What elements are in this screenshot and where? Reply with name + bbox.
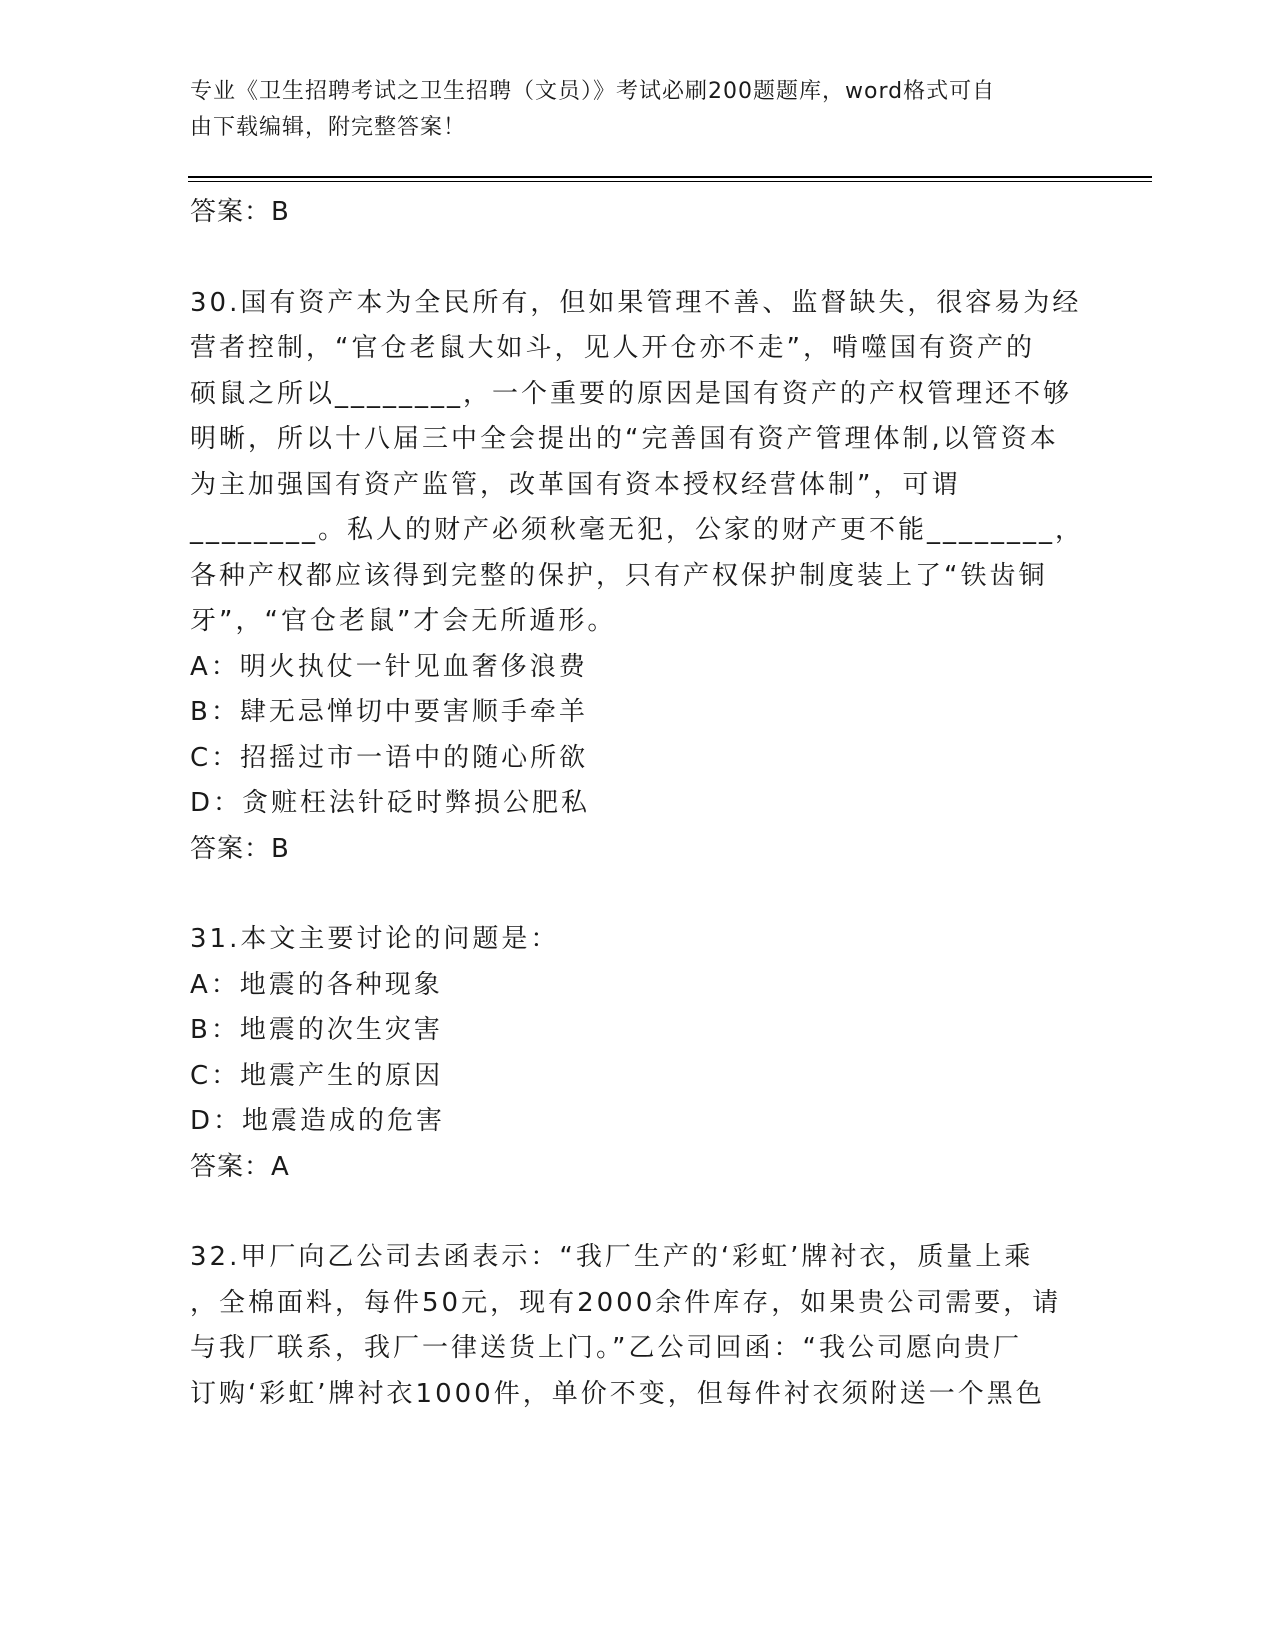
document-header — [190, 74, 1070, 146]
option-a: A：明火执仗一针见血奢侈浪费 — [190, 651, 588, 682]
header-line-2: 由下载编辑，附完整答案！ — [190, 115, 467, 140]
header-rule-thin — [188, 181, 1152, 182]
answer-line: 答案：A — [190, 1151, 290, 1182]
question-text-line: 30.国有资产本为全民所有，但如果管理不善、监督缺失，很容易为经 — [190, 287, 1082, 318]
question-text-line: 明晰，所以十八届三中全会提出的“完善国有资产管理体制,以管资本 — [190, 424, 1059, 454]
question-text-line: 硕鼠之所以________，一个重要的原因是国有资产的产权管理还不够 — [190, 378, 1073, 409]
question-text-line: 牙”，“官仓老鼠”才会无所遁形。 — [190, 606, 617, 636]
option-d: D：贪赃枉法针砭时弊损公肥私 — [190, 788, 591, 818]
question-text-line: 31.本文主要讨论的问题是： — [190, 924, 560, 954]
question-30 — [190, 281, 1090, 873]
question-31 — [190, 917, 1090, 1190]
question-text-line: 为主加强国有资产监管，改革国有资本授权经营体制”，可谓 — [190, 469, 961, 500]
question-text-line: 32.甲厂向乙公司去函表示：“我厂生产的‘彩虹’牌衬衣，质量上乘 — [190, 1242, 1034, 1272]
question-text-line: 订购‘彩虹’牌衬衣1000件，单价不变，但每件衬衣须附送一个黑色 — [190, 1378, 1045, 1409]
header-line-1: 专业《卫生招聘考试之卫生招聘（文员）》考试必刷200题题库，word格式可自 — [190, 79, 996, 104]
document-body — [190, 190, 1090, 1417]
spacer — [190, 872, 1090, 917]
question-text-line: 各种产权都应该得到完整的保护，只有产权保护制度装上了“铁齿铜 — [190, 560, 1048, 591]
question-text-line: ________。私人的财产必须秋毫无犯，公家的财产更不能________， — [190, 515, 1085, 545]
option-c: C：地震产生的原因 — [190, 1060, 444, 1091]
question-text-line: 营者控制，“官仓老鼠大如斗，见人开仓亦不走”，啃噬国有资产的 — [190, 333, 1035, 363]
spacer — [190, 1190, 1090, 1235]
spacer — [190, 236, 1090, 281]
question-text-line: ，全棉面料，每件50元，现有2000余件库存，如果贵公司需要，请 — [190, 1287, 1062, 1318]
answer-line: 答案：B — [190, 197, 290, 227]
option-b: B：地震的次生灾害 — [190, 1015, 443, 1045]
option-a: A：地震的各种现象 — [190, 969, 443, 1000]
question-text-line: 与我厂联系，我厂一律送货上门。”乙公司回函：“我公司愿向贵厂 — [190, 1333, 1022, 1363]
question-32 — [190, 1235, 1090, 1417]
header-rule-thick — [188, 176, 1152, 178]
option-d: D：地震造成的危害 — [190, 1106, 446, 1136]
option-c: C：招摇过市一语中的随心所欲 — [190, 742, 589, 773]
option-b: B：肆无忌惮切中要害顺手牵羊 — [190, 697, 588, 727]
answer-line: 答案：B — [190, 833, 290, 864]
